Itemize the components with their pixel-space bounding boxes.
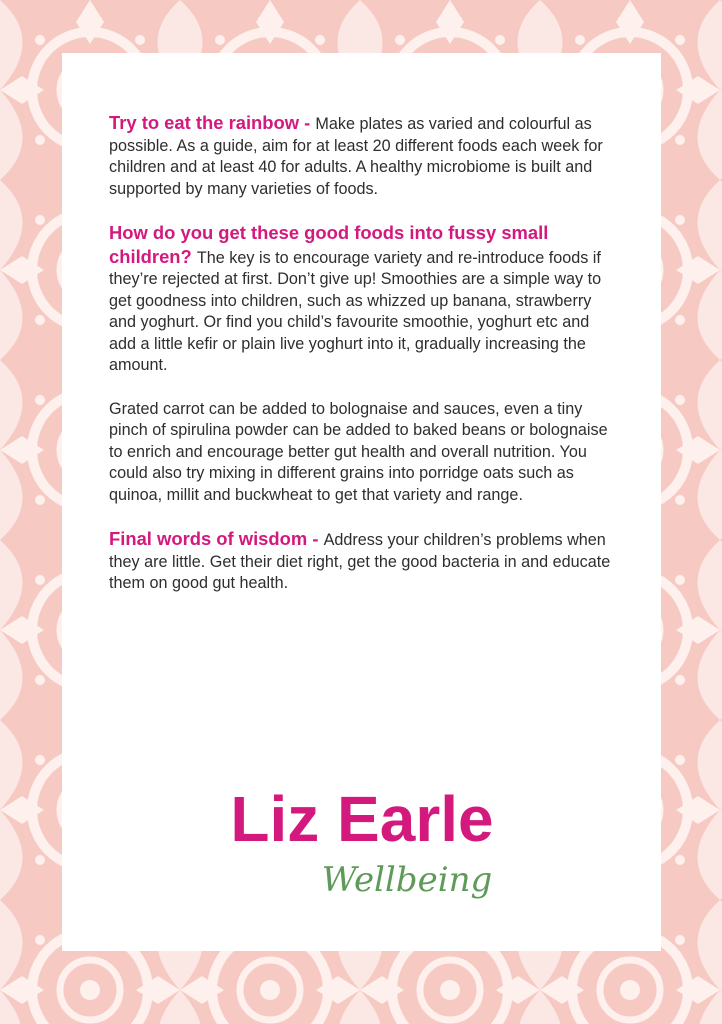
- section-heading: Final words of wisdom -: [109, 528, 324, 549]
- content-card: [62, 53, 661, 951]
- section-rainbow: [109, 112, 619, 200]
- section-text: Make plates as varied and colourful as possible. As a guide, aim for at least 20 different foods each week for children and at least 40 for adults. A healthy microbiome is built and supported by many varieties of foods.: [109, 115, 603, 198]
- section-heading: Try to eat the rainbow -: [109, 112, 316, 133]
- section-text: Address your children’s problems when they are little. Get their diet right, get the good bacteria in and educate them on good gut health.: [109, 531, 611, 592]
- section-text: The key is to encourage variety and re-introduce foods if they’re rejected at first. Don’t give up! Smoothies are a simple way to get goodness into children, such as whizzed up banana, strawberry and yoghurt. Or find you child’s favourite smoothie, yoghurt etc and add a little kefir or plain live yoghurt into it, gradually increasing the amount.: [109, 248, 602, 374]
- section-fussy-children: [109, 222, 619, 377]
- logo-tagline-text: Wellbeing: [321, 860, 493, 900]
- section-grated-carrot: [109, 399, 619, 507]
- logo-brand-text: Liz Earle: [230, 783, 494, 855]
- section-heading: How do you get these good foods into fussy small children?: [109, 222, 549, 267]
- section-text: Grated carrot can be added to bolognaise and sauces, even a tiny pinch of spirulina powder can be added to baked beans or bolognaise to enrich and encourage better gut health and overall nutrition. You could also try mixing in different grains into porridge oats such as quinoa, millit and buckwheat to get that variety and range.: [109, 399, 608, 504]
- liz-earle-wellbeing-logo: [62, 783, 661, 923]
- article-body: [109, 112, 619, 617]
- section-final-words: [109, 528, 619, 595]
